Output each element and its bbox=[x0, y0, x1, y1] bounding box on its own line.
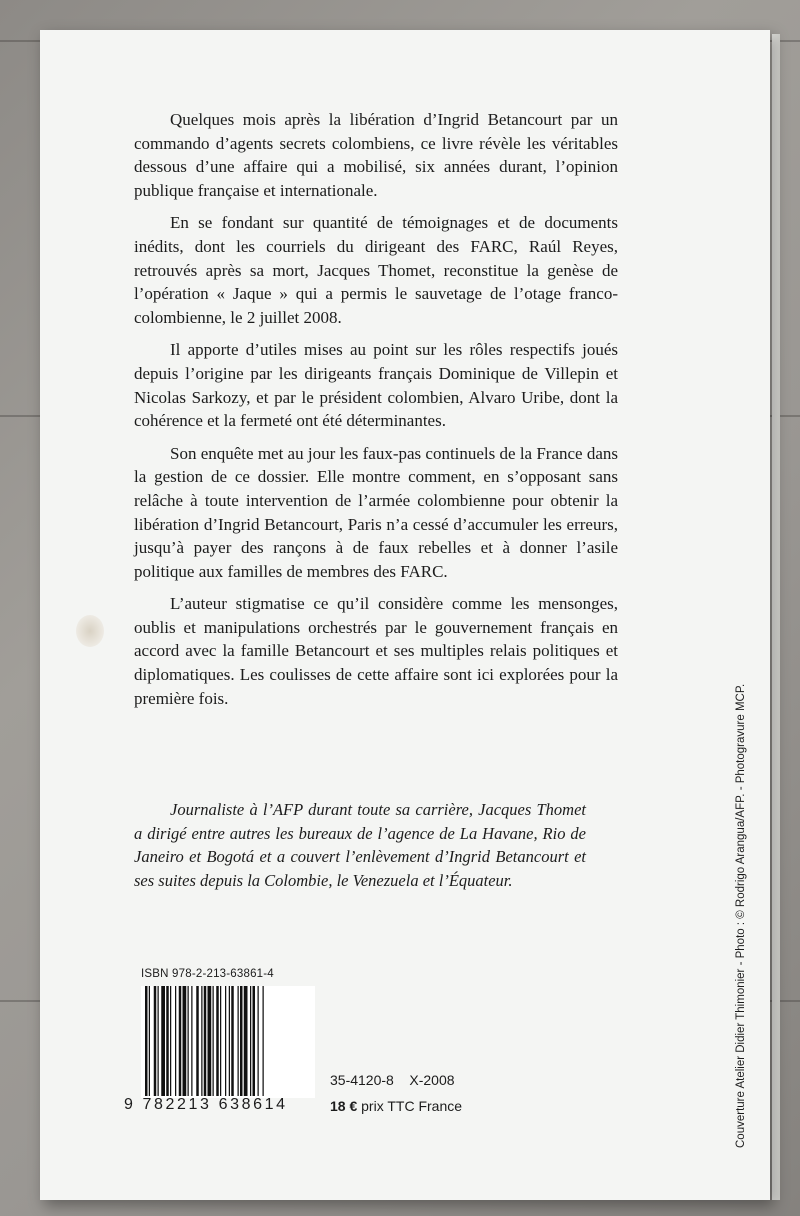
blurb-paragraph: En se fondant sur quantité de témoignages et de documents inédits, dont les courriels du dirigeant des FARC, Raúl Reyes, retrouvés après sa mort, Jacques Thomet, reconstitue la genèse de l’opération « Jaque » qui a permis le sauvetage de l’otage franco-colombienne, le 2 juillet 2008. bbox=[134, 213, 618, 327]
cover-credit: Couverture Atelier Didier Thimonier - Photo : © Rodrigo Arangua/AFP. - Photogravure MCP. bbox=[735, 683, 747, 1148]
barcode-bars bbox=[141, 986, 315, 1098]
price bbox=[330, 1098, 462, 1114]
price-text: prix TTC France bbox=[357, 1098, 463, 1114]
author-bio: Journaliste à l’AFP durant toute sa carrière, Jacques Thomet a dirigé entre autres les bureaux de l’agence de La Havane, Rio de Janeiro et Bogotá et a couvert l’enlèvement d’Ingrid Betancourt et ses suites depuis la Colombie, le Venezuela et l’Équateur. bbox=[134, 800, 586, 890]
blurb-paragraph: L’auteur stigmatise ce qu’il considère comme les mensonges, oublis et manipulations orchestrés par le gouvernement français en accord avec la famille Betancourt et ses multiples relais politiques et diplomatiques. Les coulisses de cette affaire sont ici explorées pour la première fois. bbox=[134, 594, 618, 708]
blurb-text bbox=[134, 108, 618, 719]
price-value: 18 € bbox=[330, 1098, 358, 1114]
blurb-paragraph: Il apporte d’utiles mises au point sur les rôles respectifs joués depuis l’origine par les dirigeants français Dominique de Villepin et Nicolas Sarkozy, et par le président colombien, Alvaro Uribe, dont la cohérence et la fermeté ont été déterminantes. bbox=[134, 340, 618, 431]
blurb-paragraph: Son enquête met au jour les faux-pas continuels de la France dans la gestion de ce dossier. Elle montre comment, en s’opposant sans relâche à toute intervention de l’armée colombienne pour obtenir la libération d’Ingrid Betancourt, Paris n’a cessé d’accumuler les erreurs, jusqu’à payer des rançons à de faux rebelles et à donner l’asile politique aux familles de membres des FARC. bbox=[134, 443, 619, 581]
cover-damage bbox=[76, 615, 104, 647]
book-page-edge bbox=[772, 34, 780, 1200]
isbn-label: ISBN 978-2-213-63861-4 bbox=[141, 968, 274, 980]
barcode-number: 9 782213 638614 bbox=[124, 1096, 288, 1113]
product-codes: 35-4120-8 X-2008 bbox=[330, 1072, 455, 1088]
barcode bbox=[141, 986, 315, 1098]
blurb-paragraph: Quelques mois après la libération d’Ingrid Betancourt par un commando d’agents secrets colombiens, ce livre révèle les véritables dessous d’une affaire qui a mobilisé, six années durant, l’opinion publique française et internationale. bbox=[134, 110, 618, 200]
